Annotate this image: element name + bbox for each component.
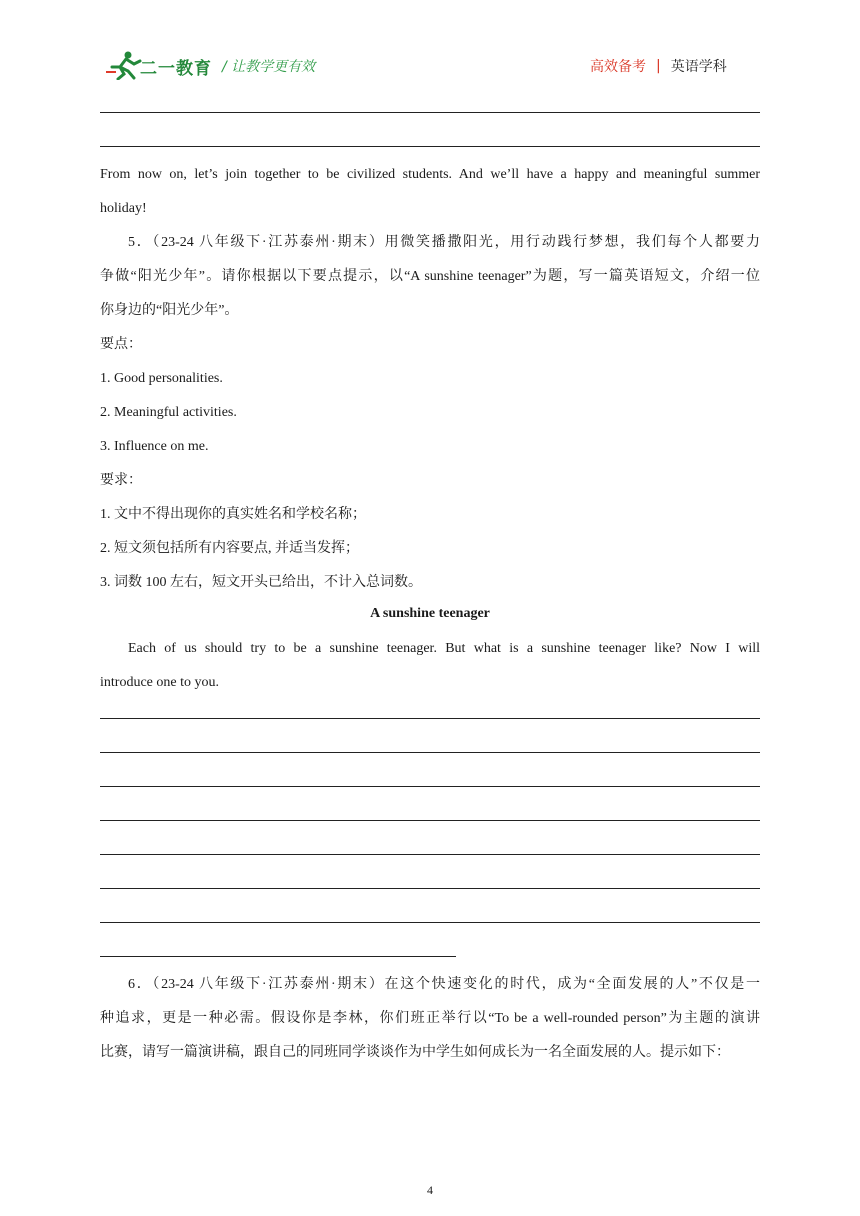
header-right	[590, 56, 727, 76]
essay-opening-line: Each of us should try to be a sunshine teenager. But what is a sunshine teenager like? Now I will	[128, 641, 760, 656]
point-item: 3. Influence on me.	[100, 439, 209, 454]
requirement-item: 1. 文中不得出现你的真实姓名和学校名称；	[100, 507, 366, 522]
requirement-item: 2. 短文须包括所有内容要点, 并适当发挥；	[100, 541, 359, 556]
writing-line	[100, 854, 760, 855]
header-right-label: 高效备考	[590, 59, 646, 75]
writing-line	[100, 752, 760, 753]
page-number: 4	[427, 1183, 433, 1197]
point-item: 1. Good personalities.	[100, 371, 223, 386]
answer-line	[100, 146, 760, 147]
continuation-line: holiday!	[100, 201, 147, 216]
writing-line	[100, 820, 760, 821]
writing-line	[100, 718, 760, 719]
q6-prompt-line: 6．（23-24 八年级下·江苏泰州·期末）在这个快速变化的时代，成为“全面发展的人”不仅是一	[128, 977, 760, 992]
q5-prompt-line: 争做“阳光少年”。请你根据以下要点提示，以“A sunshine teenager”为题，写一篇英语短文，介绍一位	[100, 269, 760, 284]
header-subject: 英语学科	[670, 59, 727, 75]
writing-line	[100, 888, 760, 889]
brand-name: 二一教育	[140, 59, 212, 79]
writing-line	[100, 786, 760, 787]
q5-prompt-line: 你身边的“阳光少年”。	[100, 303, 239, 318]
runner-logo-icon	[104, 50, 144, 80]
point-item: 2. Meaningful activities.	[100, 405, 237, 420]
q6-prompt-line: 比赛，请写一篇演讲稿，跟自己的同班同学谈谈作为中学生如何成长为一名全面发展的人。提示如下：	[100, 1045, 730, 1060]
writing-line	[100, 956, 456, 957]
points-label: 要点：	[100, 337, 142, 352]
q5-prompt-line: 5．（23-24 八年级下·江苏泰州·期末）用微笑播撒阳光，用行动践行梦想，我们每个人都要力	[128, 235, 760, 250]
answer-line	[100, 112, 760, 113]
requirement-item: 3. 词数 100 左右，短文开头已给出，不计入总词数。	[100, 575, 422, 590]
essay-opening-line: introduce one to you.	[100, 675, 219, 690]
essay-title: A sunshine teenager	[370, 606, 490, 621]
slogan: / 让教学更有效	[222, 59, 316, 75]
q6-prompt-line: 种追求，更是一种必需。假设你是李林，你们班正举行以“To be a well-rounded person”为主题的演讲	[100, 1011, 760, 1026]
continuation-line: From now on, let’s join together to be civilized students. And we’ll have a happy and meaningful summer	[100, 167, 760, 182]
writing-line	[100, 922, 760, 923]
requirements-label: 要求：	[100, 473, 142, 488]
header-separator: |	[656, 58, 661, 74]
